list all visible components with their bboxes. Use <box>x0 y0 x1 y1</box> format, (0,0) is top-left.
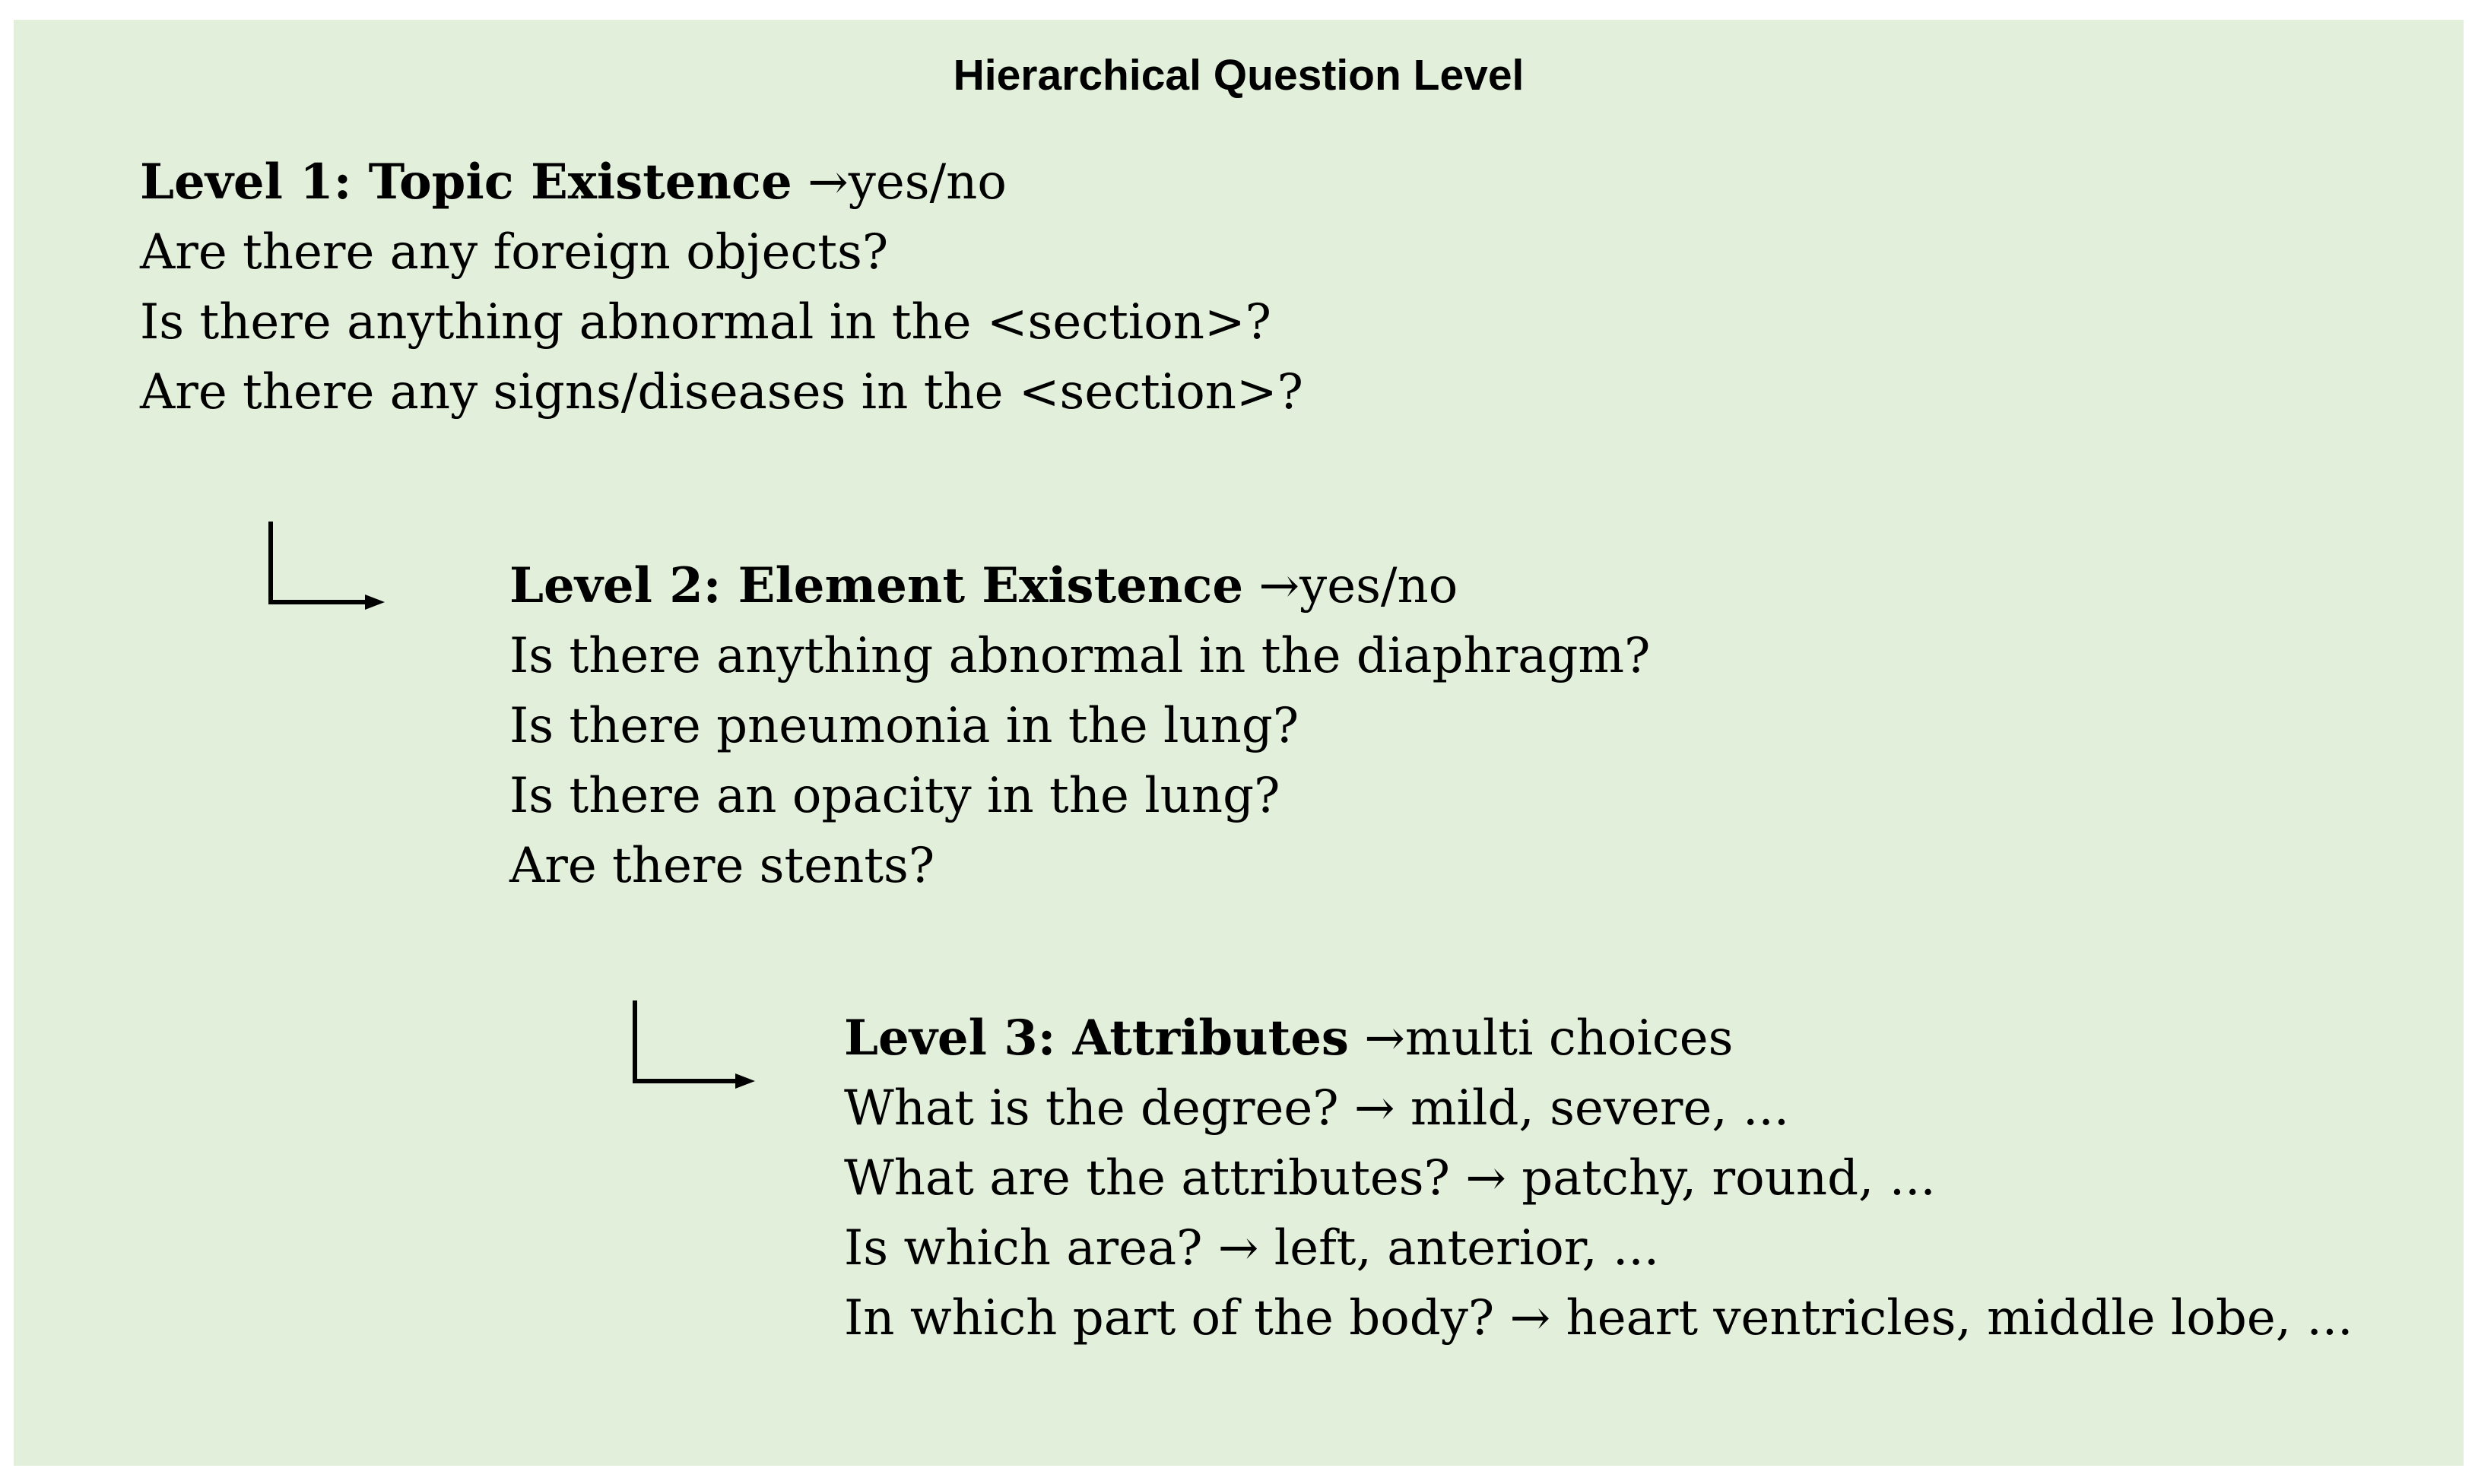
level-1-question: Is there anything abnormal in the <section>? <box>140 294 1271 350</box>
level-2-block <box>509 551 1650 901</box>
level-3-block <box>844 1004 2353 1353</box>
level-1-block <box>140 147 1303 427</box>
diagram-panel <box>14 20 2464 1466</box>
level-1-answer-type: →yes/no <box>808 154 1007 211</box>
level-3-question: What is the degree? → mild, severe, ... <box>844 1080 1790 1137</box>
elbow-arrow-icon <box>624 981 761 1102</box>
level-3-answer-type: →multi choices <box>1364 1010 1734 1067</box>
level-3-question: In which part of the body? → heart ventricles, middle lobe, ... <box>844 1290 2353 1346</box>
diagram-title: Hierarchical Question Level <box>953 51 1525 100</box>
level-3-question: What are the attributes? → patchy, round, ... <box>844 1150 1936 1207</box>
level-2-question: Is there an opacity in the lung? <box>509 768 1280 824</box>
level-1-heading: Level 1: Topic Existence <box>140 154 792 211</box>
level-3-heading-line <box>844 1004 2353 1073</box>
level-3-heading: Level 3: Attributes <box>844 1010 1349 1067</box>
level-1-heading-line <box>140 147 1303 217</box>
elbow-arrow-icon <box>251 502 388 623</box>
level-2-question: Are there stents? <box>509 838 935 894</box>
level-2-heading: Level 2: Element Existence <box>509 557 1244 614</box>
level-1-question: Are there any foreign objects? <box>140 224 889 281</box>
level-2-answer-type: →yes/no <box>1258 558 1458 614</box>
level-2-question: Is there anything abnormal in the diaphragm? <box>509 628 1651 684</box>
level-3-question: Is which area? → left, anterior, ... <box>844 1220 1660 1276</box>
level-2-heading-line <box>509 551 1650 621</box>
level-2-question: Is there pneumonia in the lung? <box>509 698 1299 754</box>
level-1-question: Are there any signs/diseases in the <section>? <box>140 364 1303 420</box>
